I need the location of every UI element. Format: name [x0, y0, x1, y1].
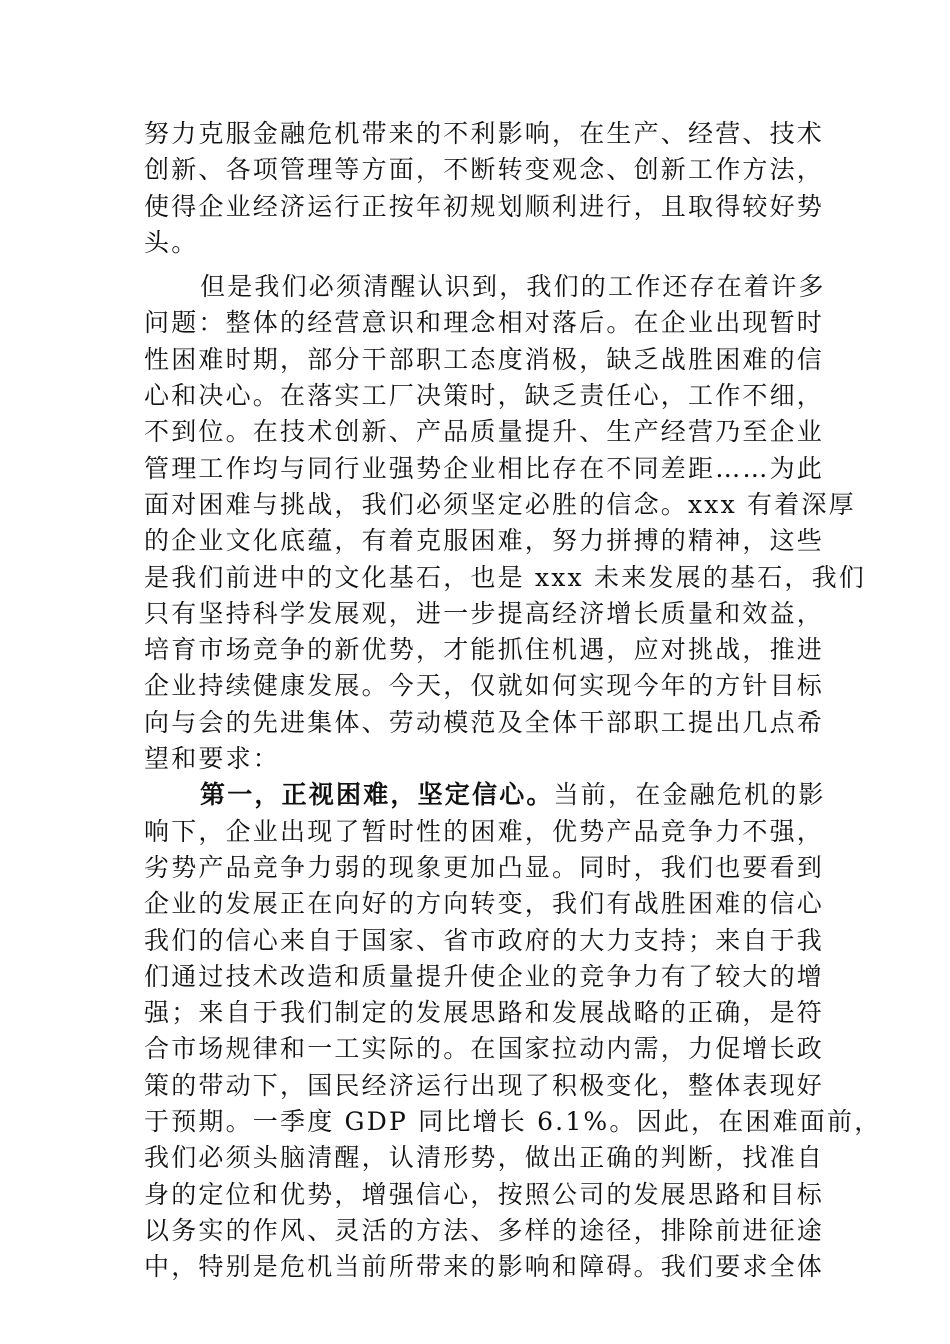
text-line: 创新、各项管理等方面，不断转变观念、创新工作方法，	[144, 155, 825, 185]
text-line: 我们必须头脑清醒，认清形势，做出正确的判断，找准自	[144, 1143, 825, 1173]
text-line: 策的带动下，国民经济运行出现了积极变化，整体表现好	[144, 1070, 825, 1100]
text-line: 于预期。一季度 GDP 同比增长 6.1%。因此，在困难面前，	[144, 1107, 882, 1137]
text-line: 面对困难与挑战，我们必须坚定必胜的信念。xxx 有着深厚	[144, 489, 856, 519]
text-line: 望和要求：	[144, 744, 281, 774]
text-span: 当前，在金融危机的影	[553, 780, 826, 810]
paragraph-2	[144, 269, 866, 777]
text-line: 使得企业经济运行正按年初规划顺利进行，且取得较好势	[144, 191, 825, 221]
paragraph-1	[144, 116, 825, 261]
text-line: 身的定位和优势，增强信心，按照公司的发展思路和目标	[144, 1179, 825, 1209]
text-line: 但是我们必须清醒认识到，我们的工作还存在着许多	[200, 272, 826, 302]
text-line: 企业持续健康发展。今天，仅就如何实现今年的方针目标	[144, 671, 825, 701]
text-line: 是我们前进中的文化基石，也是 xxx 未来发展的基石，我们	[144, 562, 866, 592]
text-line: 培育市场竞争的新优势，才能抓住机遇，应对挑战，推进	[144, 635, 825, 665]
text-line: 们通过技术改造和质量提升使企业的竞争力有了较大的增	[144, 961, 825, 991]
text-line: 以务实的作风、灵活的方法、多样的途径，排除前进征途	[144, 1215, 825, 1245]
text-line: 响下，企业出现了暂时性的困难，优势产品竞争力不强，	[144, 816, 825, 846]
text-line: 我们的信心来自于国家、省市政府的大力支持；来自于我	[144, 925, 825, 955]
text-line: 管理工作均与同行业强势企业相比存在不同差距……为此	[144, 453, 825, 483]
text-line: 性困难时期，部分干部职工态度消极，缺乏战胜困难的信	[144, 344, 825, 374]
text-line: 心和决心。在落实工厂决策时，缺乏责任心，工作不细，	[144, 381, 825, 411]
paragraph-3	[144, 777, 882, 1285]
text-line: 头。	[144, 227, 199, 257]
text-line	[144, 777, 826, 813]
text-line: 合市场规律和一工实际的。在国家拉动内需，力促增长政	[144, 1034, 825, 1064]
text-line: 企业的发展正在向好的方向转变，我们有战胜困难的信心	[144, 889, 825, 919]
text-line: 中，特别是危机当前所带来的影响和障碍。我们要求全体	[144, 1252, 825, 1282]
text-line: 向与会的先进集体、劳动模范及全体干部职工提出几点希	[144, 707, 825, 737]
text-line: 劣势产品竞争力弱的现象更加凸显。同时，我们也要看到	[144, 852, 825, 882]
paragraph-spacing	[144, 261, 806, 269]
document-body	[144, 116, 882, 1286]
text-line: 问题：整体的经营意识和理念相对落后。在企业出现暂时	[144, 308, 825, 338]
text-line: 的企业文化底蕴，有着克服困难，努力拼搏的精神，这些	[144, 526, 825, 556]
section-heading: 第一，正视困难，坚定信心。	[200, 780, 554, 810]
text-line: 努力克服金融危机带来的不利影响，在生产、经营、技术	[144, 119, 825, 148]
text-line: 不到位。在技术创新、产品质量提升、生产经营乃至企业	[144, 417, 825, 447]
text-line: 只有坚持科学发展观，进一步提高经济增长质量和效益，	[144, 598, 825, 628]
text-line: 强；来自于我们制定的发展思路和发展战略的正确，是符	[144, 998, 825, 1028]
